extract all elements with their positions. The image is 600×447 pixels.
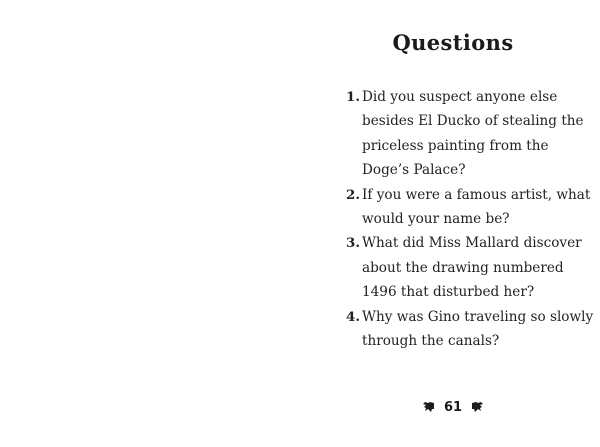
question-text: Did you suspect anyone else besides El Ducko of stealing the priceless painting from the Doge’s Palace? [362, 89, 584, 179]
question-text: If you were a famous artist, what would your name be? [362, 186, 591, 228]
right-page [300, 0, 600, 447]
question-number: 3. [346, 235, 360, 252]
question-list [346, 85, 596, 353]
question-item [346, 305, 596, 354]
duck-head-right-icon [471, 401, 484, 413]
question-text: What did Miss Mallard discover about the drawing numbered 1496 that disturbed her? [362, 235, 582, 301]
page-title: Questions [392, 30, 514, 55]
duck-head-left-icon [422, 401, 435, 413]
question-item [346, 231, 596, 304]
question-number: 2. [346, 186, 360, 203]
question-item [346, 85, 596, 183]
question-text: Why was Gino traveling so slowly through the canals? [362, 308, 594, 350]
page-number: 61 [443, 399, 463, 415]
question-number: 4. [346, 308, 360, 325]
question-number: 1. [346, 89, 360, 105]
page-folio [300, 396, 600, 418]
question-item [346, 183, 596, 232]
